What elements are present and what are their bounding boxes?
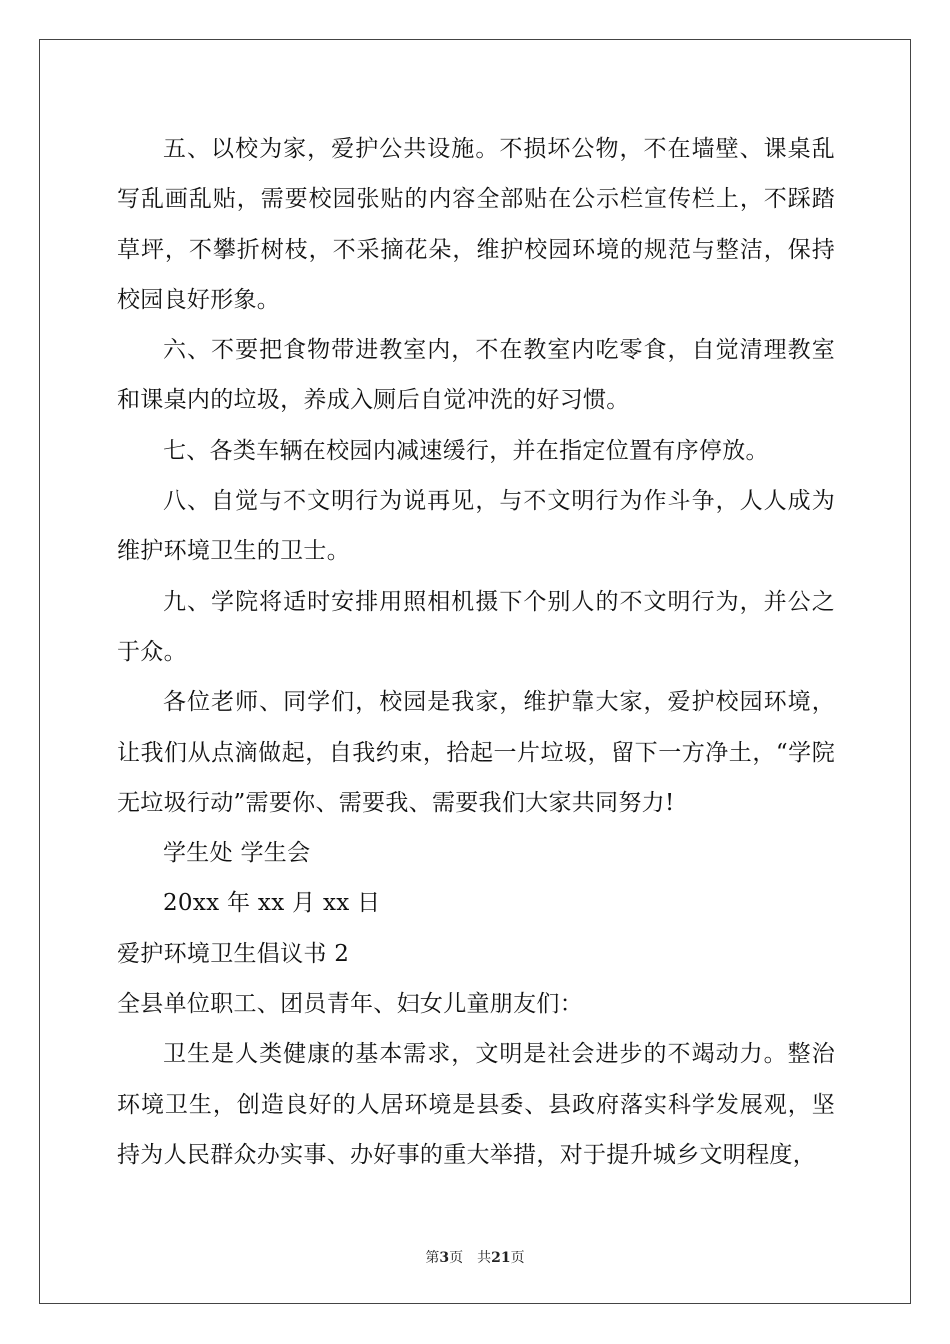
footer-page-suffix: 页	[449, 1250, 464, 1266]
section-title: 爱护环境卫生倡议书 2	[117, 940, 350, 967]
paragraph-8: 八、自觉与不文明行为说再见，与不文明行为作斗争，人人成为维护环境卫生的卫士。	[117, 488, 835, 565]
paragraph-7: 七、各类车辆在校园内减速缓行，并在指定位置有序停放。	[163, 437, 769, 464]
date-line: 20xx 年 xx 月 xx 日	[163, 890, 381, 917]
footer-total-prefix: 共	[477, 1250, 492, 1266]
page-footer	[0, 1247, 950, 1267]
footer-total-suffix: 页	[510, 1250, 525, 1266]
total-page-number: 21	[491, 1250, 511, 1266]
current-page-number: 3	[439, 1250, 450, 1266]
paragraph-6: 六、不要把食物带进教室内，不在教室内吃零食，自觉清理教室和课桌内的垃圾，养成入厕后自觉冲洗的好习惯。	[117, 337, 835, 414]
document-body	[117, 124, 835, 1180]
paragraph-9: 九、学院将适时安排用照相机摄下个别人的不文明行为，并公之于众。	[117, 588, 835, 665]
closing-paragraph: 各位老师、同学们，校园是我家，维护靠大家，爱护校园环境，让我们从点滴做起，自我约束，拾起一片垃圾，留下一方净土，“学院无垃圾行动”需要你、需要我、需要我们大家共同努力!	[117, 689, 835, 816]
paragraph-5: 五、以校为家，爱护公共设施。不损坏公物，不在墙壁、课桌乱写乱画乱贴，需要校园张贴的内容全部贴在公示栏宣传栏上，不踩踏草坪，不攀折树枝，不采摘花朵，维护校园环境的规范与整洁，保持校园良好形象。	[117, 136, 835, 313]
salutation: 全县单位职工、团员青年、妇女儿童朋友们：	[117, 991, 583, 1018]
footer-prefix: 第	[425, 1250, 440, 1266]
signature: 学生处 学生会	[163, 840, 311, 867]
body-paragraph: 卫生是人类健康的基本需求，文明是社会进步的不竭动力。整治环境卫生，创造良好的人居环境是县委、县政府落实科学发展观，坚持为人民群众办实事、办好事的重大举措，对于提升城乡文明程度，	[117, 1041, 835, 1168]
